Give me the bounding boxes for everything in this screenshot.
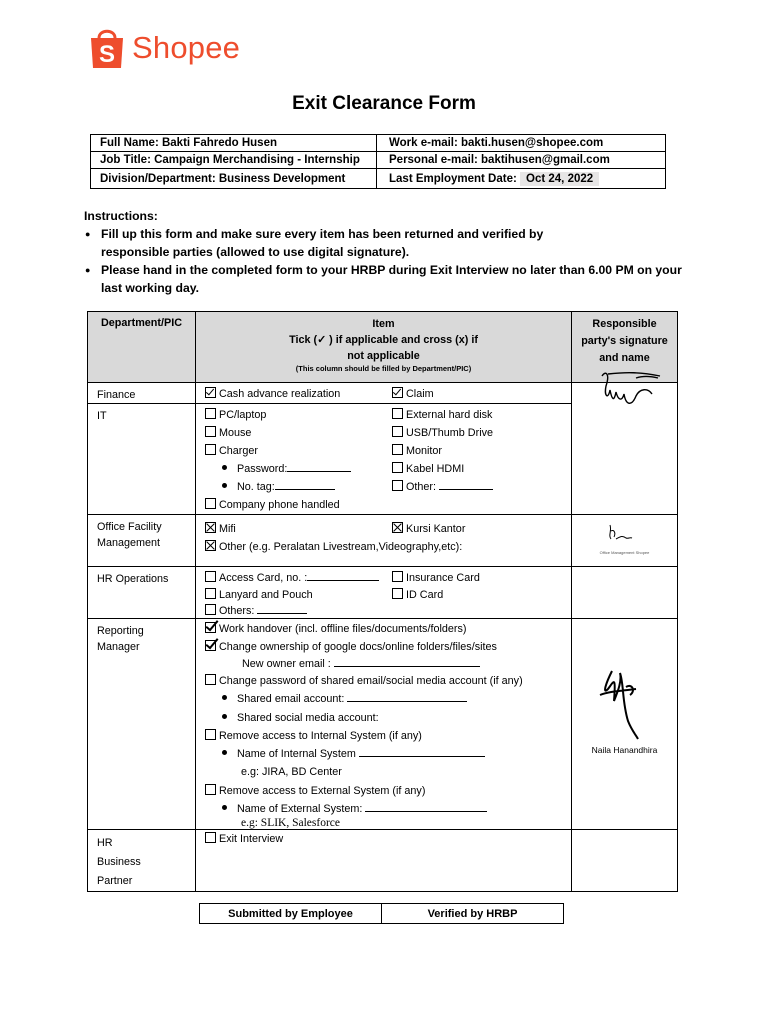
- hrbp-signature-cell: [572, 830, 678, 892]
- dept-name-line: Business: [97, 856, 141, 868]
- item-label: Kabel HDMI: [406, 463, 465, 475]
- item-cash-advance[interactable]: [205, 387, 340, 401]
- item-label: Change password of shared email/social media account (if any): [219, 675, 523, 687]
- verified-by-hrbp: Verified by HRBP: [382, 904, 564, 924]
- dept-hr-operations: HR Operations: [88, 567, 196, 619]
- job-title-cell: Job Title: Campaign Merchandising - Internship: [91, 152, 377, 169]
- item-label: New owner email :: [242, 658, 331, 670]
- item-label: Shared social media account:: [237, 712, 379, 724]
- item-label: Exit Interview: [219, 833, 284, 845]
- item-new-owner-email[interactable]: [242, 657, 480, 671]
- item-no-tag[interactable]: [222, 480, 335, 494]
- blank-line[interactable]: [439, 480, 493, 490]
- item-label: External hard disk: [406, 409, 493, 421]
- item-label: Mouse: [219, 427, 252, 439]
- manager-signature-cell: [572, 619, 678, 830]
- shopping-bag-icon: [88, 26, 126, 70]
- checkbox-icon[interactable]: [205, 426, 216, 437]
- item-label: Password:: [237, 463, 288, 475]
- item-work-handover[interactable]: [205, 622, 466, 636]
- item-charger[interactable]: [205, 444, 258, 458]
- bullet-icon: [222, 483, 227, 488]
- item-hdmi[interactable]: [392, 462, 464, 476]
- last-date-value: Oct 24, 2022: [520, 172, 599, 186]
- external-system-example: e.g: SLIK, Salesforce: [241, 817, 340, 829]
- item-external-hdd[interactable]: [392, 408, 492, 422]
- item-label: Work handover (incl. offline files/documents/folders): [219, 623, 467, 635]
- ofm-signature-caption: Office Management Shopee: [599, 550, 650, 555]
- manager-items: [196, 619, 572, 830]
- instructions-heading: Instructions:: [84, 209, 158, 223]
- blank-line[interactable]: [257, 604, 307, 614]
- header-department: Department/PIC: [88, 312, 196, 383]
- item-label: ID Card: [406, 589, 444, 601]
- item-exit-interview[interactable]: [205, 832, 283, 846]
- header-item-note: (This column should be filled by Department/PIC): [295, 364, 472, 373]
- dept-name-line: Management: [97, 537, 161, 549]
- checkbox-icon[interactable]: [205, 832, 216, 843]
- item-label: Others:: [219, 605, 255, 617]
- dept-reporting-manager: [88, 619, 196, 830]
- dept-name-line: Reporting: [97, 625, 144, 637]
- employee-info-table: [90, 134, 666, 189]
- logo-wordmark: Shopee: [132, 30, 241, 65]
- checkbox-icon[interactable]: [205, 674, 216, 685]
- item-remove-internal[interactable]: [205, 729, 422, 743]
- footer-table: [199, 903, 564, 924]
- item-mifi[interactable]: [205, 522, 236, 536]
- last-date-label: Last Employment Date:: [389, 172, 517, 185]
- blank-line[interactable]: [287, 462, 351, 472]
- item-lanyard[interactable]: [205, 588, 313, 602]
- header-item-title: Item: [372, 318, 395, 330]
- item-pc-laptop[interactable]: [205, 408, 266, 422]
- item-external-system[interactable]: [222, 802, 487, 816]
- checkbox-icon[interactable]: [392, 462, 403, 473]
- item-access-card[interactable]: [205, 571, 379, 585]
- bullet-icon: [222, 695, 227, 700]
- item-remove-external[interactable]: [205, 784, 425, 798]
- item-other[interactable]: [392, 480, 493, 494]
- item-label: Name of Internal System: [237, 748, 356, 760]
- bullet-icon: [222, 714, 227, 719]
- blank-line[interactable]: [307, 571, 379, 581]
- checkbox-checked-icon[interactable]: [392, 387, 403, 398]
- checkbox-icon[interactable]: [205, 729, 216, 740]
- dept-name-line: Manager: [97, 641, 140, 653]
- item-kursi-kantor[interactable]: [392, 522, 465, 536]
- hrbp-items: [196, 830, 572, 892]
- work-email-cell: Work e-mail: bakti.husen@shopee.com: [377, 135, 666, 152]
- item-label: USB/Thumb Drive: [406, 427, 493, 439]
- item-ofm-other[interactable]: [205, 540, 462, 554]
- checkbox-icon[interactable]: [392, 588, 403, 599]
- checkbox-icon[interactable]: [205, 408, 216, 419]
- blank-line[interactable]: [347, 692, 467, 702]
- item-hrops-others[interactable]: [205, 604, 307, 618]
- item-label: Access Card, no. :: [219, 572, 308, 584]
- item-label: Cash advance realization: [219, 388, 341, 400]
- header-item-instruction-2: not applicable: [347, 350, 420, 362]
- division-cell: Division/Department: Business Development: [91, 169, 377, 189]
- item-label: Insurance Card: [406, 572, 480, 584]
- item-shared-social[interactable]: [222, 711, 379, 725]
- personal-email-cell: Personal e-mail: baktihusen@gmail.com: [377, 152, 666, 169]
- dept-finance: Finance: [88, 383, 196, 404]
- item-label: Name of External System:: [237, 803, 363, 815]
- item-label: Remove access to External System (if any): [219, 785, 426, 797]
- logo-bag-letter: S: [98, 41, 116, 68]
- checkbox-icon[interactable]: [205, 571, 216, 582]
- item-label: PC/laptop: [219, 409, 267, 421]
- blank-line[interactable]: [275, 480, 335, 490]
- instruction-item: ● Fill up this form and make sure every item has been returned and verified by responsible parties (allowed to use digital signature).: [84, 225, 704, 261]
- checkbox-icon[interactable]: [205, 784, 216, 795]
- bullet-icon: [222, 805, 227, 810]
- dept-name-line: HR: [97, 837, 113, 849]
- dept-hrbp: [88, 830, 196, 892]
- item-label: Mifi: [219, 523, 236, 535]
- checkbox-icon[interactable]: [205, 604, 216, 615]
- item-insurance-card[interactable]: [392, 571, 480, 585]
- instructions: [84, 207, 704, 297]
- checkbox-icon[interactable]: [392, 408, 403, 419]
- dept-name-line: Partner: [97, 875, 133, 887]
- item-change-ownership[interactable]: [205, 640, 497, 654]
- item-usb[interactable]: [392, 426, 493, 440]
- finance-signature-icon: [596, 366, 666, 426]
- item-label: Kursi Kantor: [406, 523, 466, 535]
- finance-items: [196, 383, 572, 404]
- bullet-icon: [222, 750, 227, 755]
- ofm-signature-icon: [602, 521, 642, 547]
- blank-line[interactable]: [334, 657, 480, 667]
- checkbox-icon[interactable]: [392, 480, 403, 491]
- item-label: Other (e.g. Peralatan Livestream,Videography,etc):: [219, 541, 463, 553]
- item-company-phone[interactable]: [205, 498, 340, 512]
- checkbox-icon[interactable]: [205, 588, 216, 599]
- checkbox-icon[interactable]: [205, 498, 216, 509]
- header-item-instruction: Tick (✓ ) if applicable and cross (x) if: [289, 334, 478, 346]
- hrops-signature-cell: [572, 567, 678, 619]
- item-internal-system[interactable]: [222, 747, 485, 761]
- manager-signer-name: Naila Hanandhira: [591, 745, 658, 755]
- manager-signature-icon: [592, 661, 652, 741]
- item-password[interactable]: [222, 462, 351, 476]
- dept-name-line: Office Facility: [97, 521, 162, 533]
- item-label: Claim: [406, 388, 434, 400]
- item-label: Company phone handled: [219, 499, 340, 511]
- instruction-item: ● Please hand in the completed form to your HRBP during Exit Interview no later than 6.00 PM on your last working day.: [84, 261, 704, 297]
- checkbox-icon[interactable]: [392, 444, 403, 455]
- submitted-by-employee: Submitted by Employee: [200, 904, 382, 924]
- blank-line[interactable]: [365, 802, 487, 812]
- item-label: Monitor: [406, 445, 443, 457]
- ofm-signature-cell: [572, 515, 678, 567]
- checkbox-icon[interactable]: [392, 426, 403, 437]
- header-item: [196, 312, 572, 383]
- item-label: Shared email account:: [237, 693, 345, 705]
- blank-line[interactable]: [359, 747, 485, 757]
- it-items: [196, 404, 572, 515]
- full-name-cell: Full Name: Bakti Fahredo Husen: [91, 135, 377, 152]
- item-label: No. tag:: [237, 481, 275, 493]
- checkbox-crossed-icon[interactable]: [392, 522, 403, 533]
- internal-system-example: e.g: JIRA, BD Center: [241, 766, 342, 778]
- checkbox-icon[interactable]: [392, 571, 403, 582]
- clearance-table: [87, 311, 678, 892]
- item-label: Lanyard and Pouch: [219, 589, 313, 601]
- bullet-icon: [222, 465, 227, 470]
- item-shared-email[interactable]: [222, 692, 467, 706]
- checkbox-crossed-icon[interactable]: [205, 540, 216, 551]
- checkbox-crossed-icon[interactable]: [205, 522, 216, 533]
- item-mouse[interactable]: [205, 426, 251, 440]
- shopee-logo: [88, 24, 240, 72]
- ofm-items: [196, 515, 572, 567]
- item-change-password[interactable]: [205, 674, 523, 688]
- item-label: Other:: [406, 481, 437, 493]
- item-claim[interactable]: [392, 387, 434, 401]
- dept-it: IT: [88, 404, 196, 515]
- hrops-items: [196, 567, 572, 619]
- item-label: Change ownership of google docs/online folders/files/sites: [219, 641, 497, 653]
- item-label: Remove access to Internal System (if any): [219, 730, 422, 742]
- checkbox-checked-icon[interactable]: [205, 640, 216, 651]
- item-id-card[interactable]: [392, 588, 443, 602]
- checkbox-checked-icon[interactable]: [205, 622, 216, 633]
- header-responsible: Responsible party's signature and name: [572, 312, 678, 383]
- dept-office-facility: [88, 515, 196, 567]
- item-monitor[interactable]: [392, 444, 442, 458]
- form-title: Exit Clearance Form: [292, 93, 476, 114]
- item-label: Charger: [219, 445, 259, 457]
- last-date-cell: [377, 169, 666, 189]
- checkbox-checked-icon[interactable]: [205, 387, 216, 398]
- checkbox-icon[interactable]: [205, 444, 216, 455]
